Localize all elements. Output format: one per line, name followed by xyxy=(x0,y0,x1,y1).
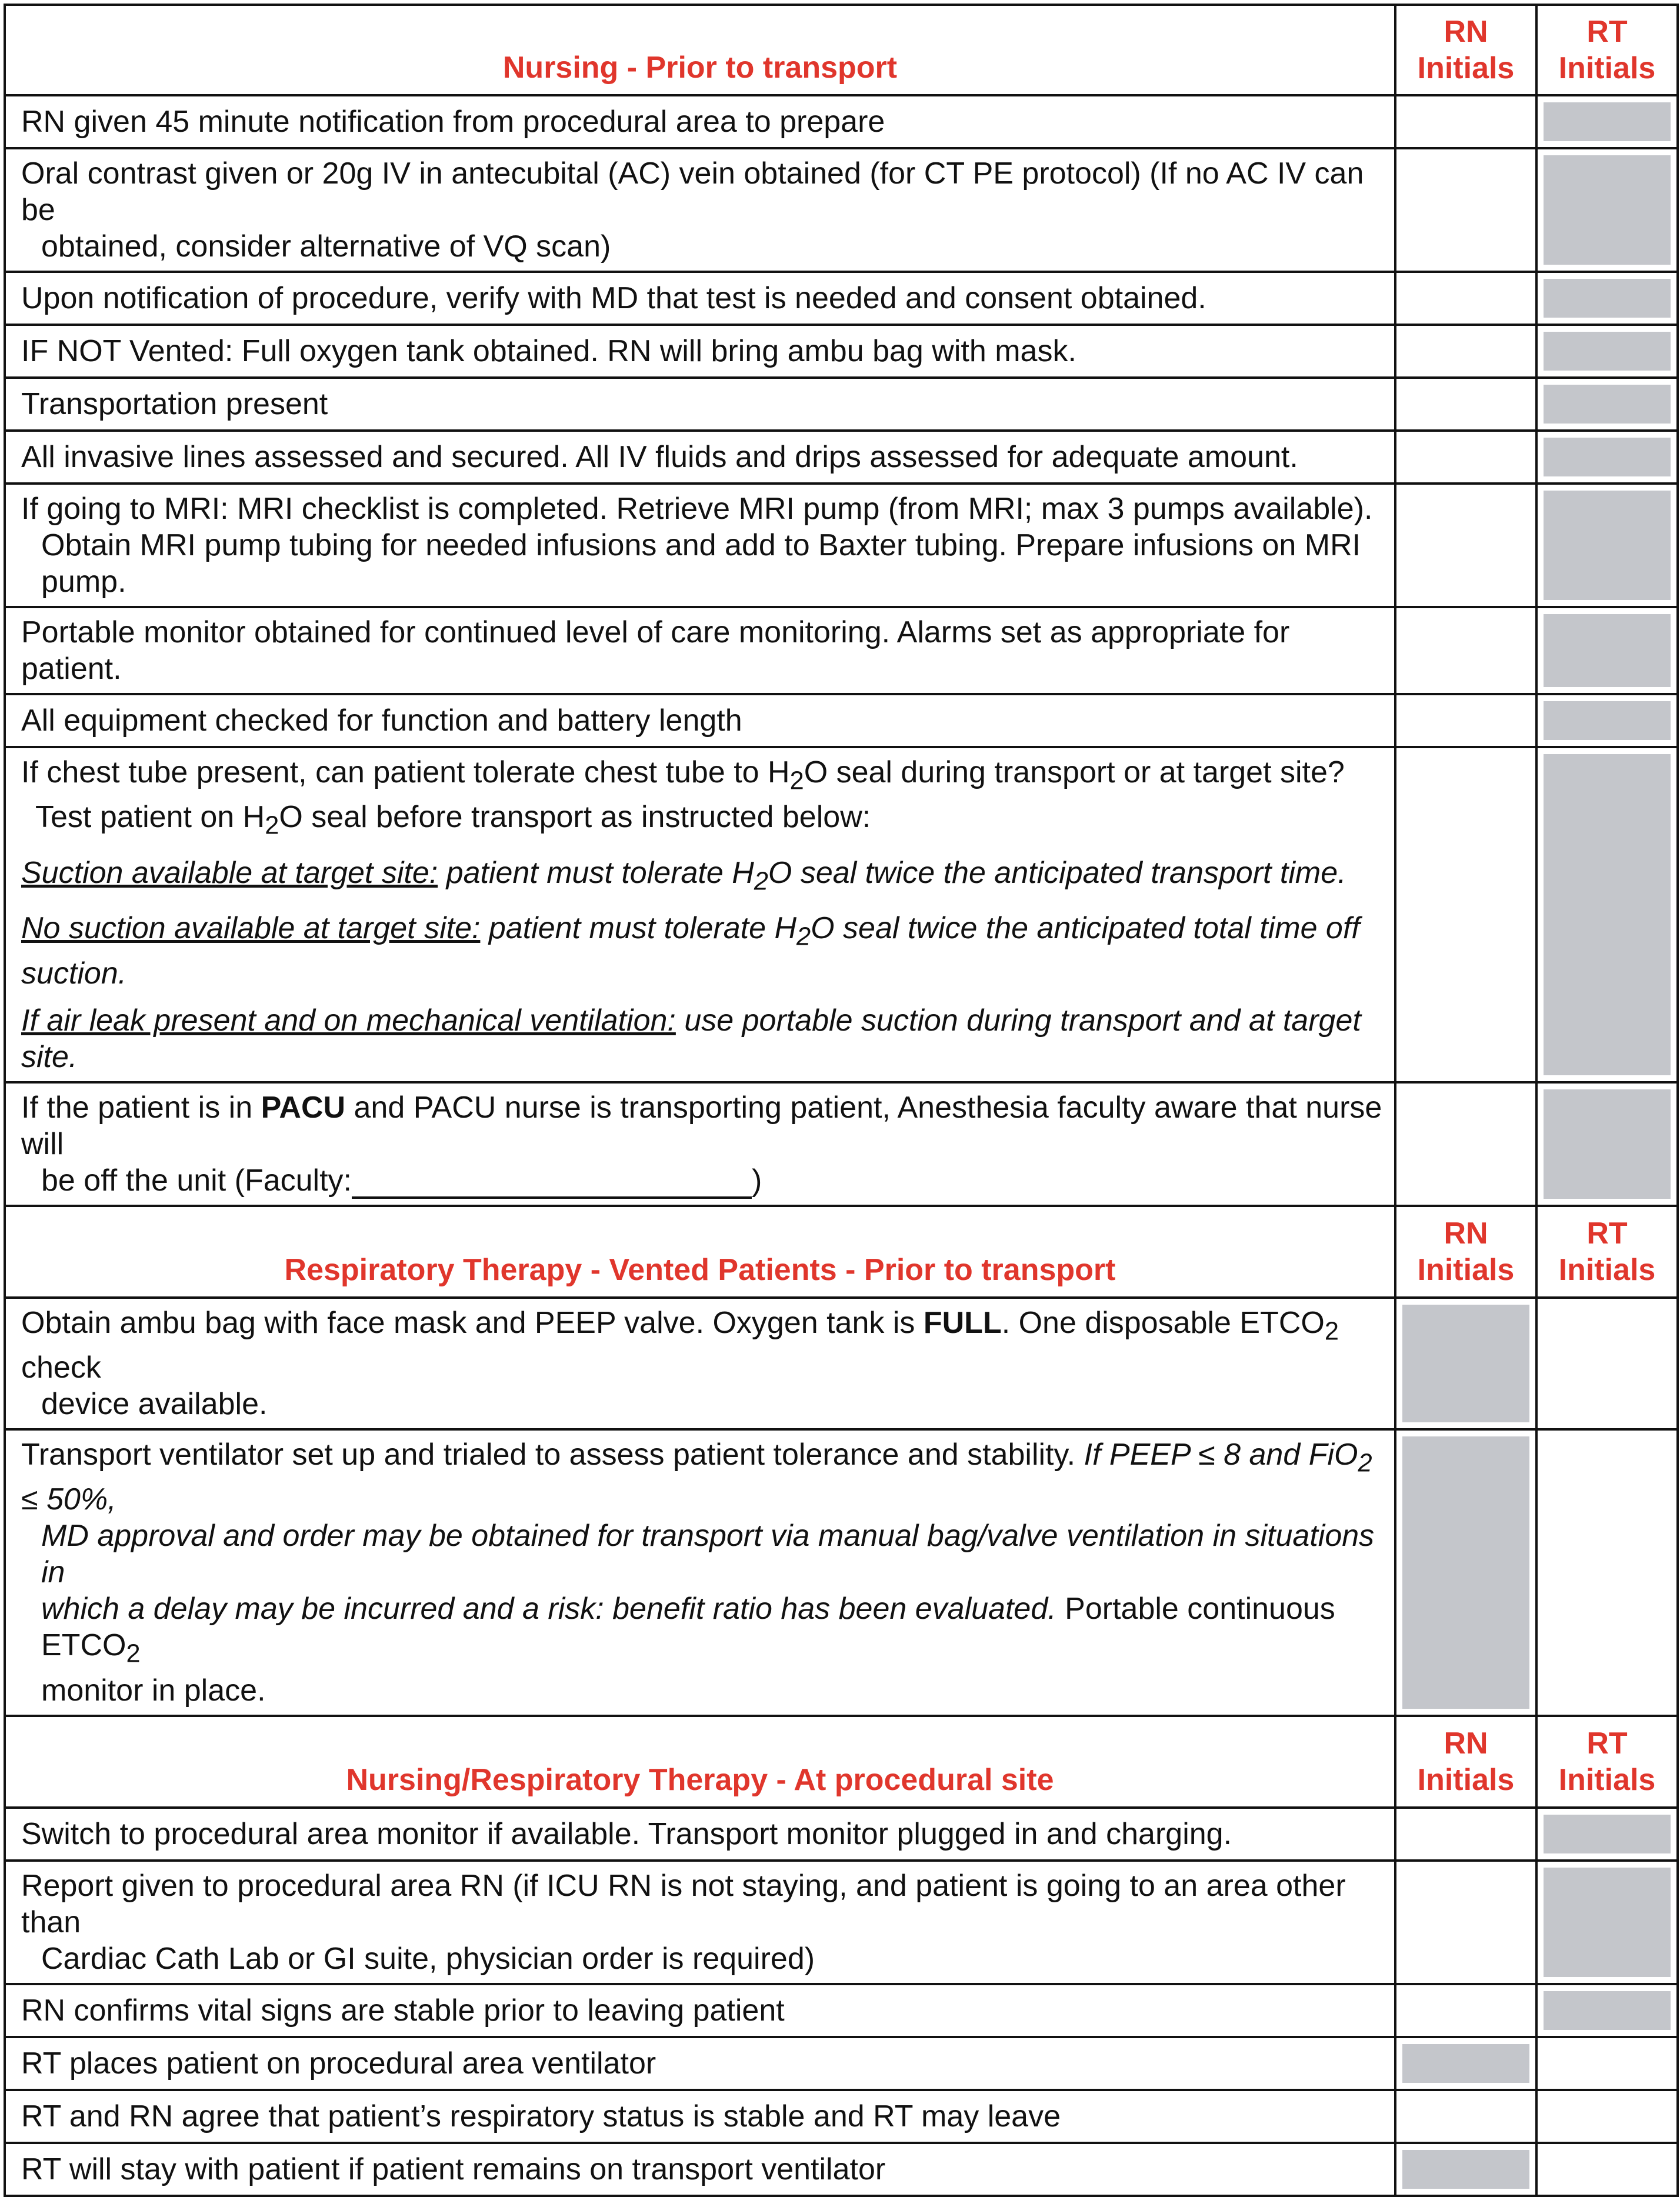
table-row xyxy=(5,378,1678,431)
table-row xyxy=(5,2143,1678,2196)
task-text: RN given 45 minute notification from procedural area to prepare xyxy=(5,95,1395,148)
rt-initials-header: RT Initials xyxy=(1536,5,1678,95)
section-title: Nursing/Respiratory Therapy - At procedural site xyxy=(5,1716,1395,1808)
rn-initials-cell[interactable] xyxy=(1395,484,1536,607)
table-row xyxy=(5,1082,1678,1206)
task-text: Oral contrast given or 20g IV in antecubital (AC) vein obtained (for CT PE protocol) (If no AC IV can be obtained, consider alternative of VQ scan) xyxy=(5,148,1395,272)
task-text: Transportation present xyxy=(5,378,1395,431)
table-row-chest-tube xyxy=(5,747,1678,1082)
rt-initials-cell-disabled xyxy=(1536,431,1678,484)
rn-initials-header: RN Initials xyxy=(1395,1716,1536,1808)
rn-initials-cell[interactable] xyxy=(1395,431,1536,484)
rn-initials-cell[interactable] xyxy=(1395,1984,1536,2037)
rn-initials-cell-disabled xyxy=(1395,1298,1536,1429)
task-text: Transport ventilator set up and trialed to assess patient tolerance and stability. If PEEP ≤ 8 and FiO$_2$ ≤ 50%, MD approval and order may be obtained for transport via manual bag/valve ventilation in situations in which a delay may be incurred and a risk: benefit ratio has been evaluated. Portable continuous $ETCO_2$ monitor in place. xyxy=(5,1429,1395,1716)
rt-initials-cell-disabled xyxy=(1536,1984,1678,2037)
rt-initials-cell-disabled xyxy=(1536,272,1678,325)
rt-initials-cell[interactable] xyxy=(1536,2037,1678,2090)
rn-initials-cell[interactable] xyxy=(1395,272,1536,325)
rt-initials-cell-disabled xyxy=(1536,484,1678,607)
rt-initials-header: RT Initials xyxy=(1536,1716,1678,1808)
table-row xyxy=(5,1861,1678,1984)
rt-initials-cell-disabled xyxy=(1536,378,1678,431)
rn-initials-cell-disabled xyxy=(1395,2143,1536,2196)
rn-initials-header: RN Initials xyxy=(1395,1206,1536,1298)
rt-initials-cell-disabled xyxy=(1536,95,1678,148)
task-text: IF NOT Vented: Full oxygen tank obtained. RN will bring ambu bag with mask. xyxy=(5,325,1395,378)
table-row xyxy=(5,607,1678,694)
table-row xyxy=(5,1808,1678,1861)
checklist-table xyxy=(4,4,1679,2197)
rn-initials-cell[interactable] xyxy=(1395,95,1536,148)
task-text: All equipment checked for function and battery length xyxy=(5,694,1395,747)
section-header-rt-vented xyxy=(5,1206,1678,1298)
task-text: RT and RN agree that patient’s respiratory status is stable and RT may leave xyxy=(5,2090,1395,2143)
rn-initials-cell[interactable] xyxy=(1395,1808,1536,1861)
rn-initials-cell[interactable] xyxy=(1395,1082,1536,1206)
task-text: Obtain ambu bag with face mask and PEEP valve. Oxygen tank is FULL. One disposable $ETCO_2$ check device available. xyxy=(5,1298,1395,1429)
rt-initials-cell[interactable] xyxy=(1536,1298,1678,1429)
rt-initials-cell-disabled xyxy=(1536,607,1678,694)
section-header-procedural-site xyxy=(5,1716,1678,1808)
section-title: Respiratory Therapy - Vented Patients - Prior to transport xyxy=(5,1206,1395,1298)
table-row xyxy=(5,95,1678,148)
rn-initials-cell-disabled xyxy=(1395,1429,1536,1716)
rt-initials-cell-disabled xyxy=(1536,325,1678,378)
rt-initials-cell-disabled xyxy=(1536,694,1678,747)
section-header-nursing-prior xyxy=(5,5,1678,95)
rn-initials-cell[interactable] xyxy=(1395,1861,1536,1984)
table-row xyxy=(5,1298,1678,1429)
rt-initials-cell[interactable] xyxy=(1536,2143,1678,2196)
task-text: Upon notification of procedure, verify with MD that test is needed and consent obtained. xyxy=(5,272,1395,325)
task-text: Switch to procedural area monitor if available. Transport monitor plugged in and charging. xyxy=(5,1808,1395,1861)
table-row xyxy=(5,1984,1678,2037)
rn-initials-cell[interactable] xyxy=(1395,694,1536,747)
task-text: Report given to procedural area RN (if ICU RN is not staying, and patient is going to an area other than Cardiac Cath Lab or GI suite, physician order is required) xyxy=(5,1861,1395,1984)
task-text: If the patient is in PACU and PACU nurse is transporting patient, Anesthesia faculty aware that nurse will be off the unit (Faculty: ) xyxy=(5,1082,1395,1206)
rt-initials-cell-disabled xyxy=(1536,747,1678,1082)
rn-initials-cell[interactable] xyxy=(1395,148,1536,272)
rt-initials-cell-disabled xyxy=(1536,1808,1678,1861)
table-row xyxy=(5,325,1678,378)
rn-initials-cell[interactable] xyxy=(1395,325,1536,378)
rt-initials-cell[interactable] xyxy=(1536,1429,1678,1716)
table-row xyxy=(5,694,1678,747)
table-row xyxy=(5,2037,1678,2090)
table-row xyxy=(5,272,1678,325)
rt-initials-cell-disabled xyxy=(1536,148,1678,272)
task-text: RT will stay with patient if patient remains on transport ventilator xyxy=(5,2143,1395,2196)
table-row xyxy=(5,2090,1678,2143)
task-text: If going to MRI: MRI checklist is completed. Retrieve MRI pump (from MRI; max 3 pumps available). Obtain MRI pump tubing for needed infusions and add to Baxter tubing. Prepare infusions on MRI pump. xyxy=(5,484,1395,607)
task-text: RT places patient on procedural area ventilator xyxy=(5,2037,1395,2090)
rn-initials-header: RN Initials xyxy=(1395,5,1536,95)
section-title: Nursing - Prior to transport xyxy=(5,5,1395,95)
rn-initials-cell[interactable] xyxy=(1395,607,1536,694)
task-text: If chest tube present, can patient tolerate chest tube to $H_2O$ seal during transport or at target site? Test patient on $H_2O$ seal before transport as instructed below: Suction available at target site: patient must tolerate $H_2O$ seal twice the anticipated transport time. No suction available at target site: patient must tolerate $H_2O$ seal twice the anticipated total time off suction. If air leak present and on mechanical ventilation: use portable suction during transport and at target site. xyxy=(5,747,1395,1082)
rt-initials-cell-disabled xyxy=(1536,1861,1678,1984)
table-row xyxy=(5,431,1678,484)
table-row xyxy=(5,1429,1678,1716)
task-text: All invasive lines assessed and secured. All IV fluids and drips assessed for adequate amount. xyxy=(5,431,1395,484)
rt-initials-cell-disabled xyxy=(1536,1082,1678,1206)
table-row xyxy=(5,484,1678,607)
rn-initials-cell[interactable] xyxy=(1395,378,1536,431)
rt-initials-header: RT Initials xyxy=(1536,1206,1678,1298)
rn-initials-cell-disabled xyxy=(1395,2037,1536,2090)
rn-initials-cell[interactable] xyxy=(1395,2090,1536,2143)
faculty-name-field[interactable] xyxy=(352,1171,752,1199)
table-row xyxy=(5,148,1678,272)
task-text: RN confirms vital signs are stable prior to leaving patient xyxy=(5,1984,1395,2037)
task-text: Portable monitor obtained for continued level of care monitoring. Alarms set as appropriate for patient. xyxy=(5,607,1395,694)
rn-initials-cell[interactable] xyxy=(1395,747,1536,1082)
rt-initials-cell[interactable] xyxy=(1536,2090,1678,2143)
